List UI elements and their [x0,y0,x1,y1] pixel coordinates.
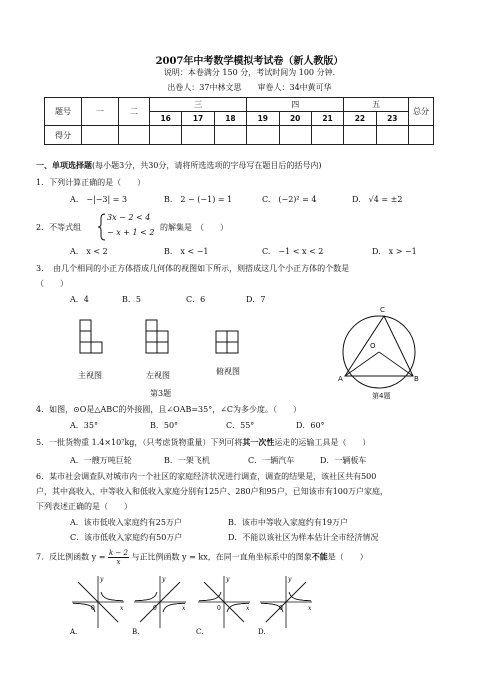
q7-graph-a [70,574,126,636]
q7-fraction-numerator: k − 2 [108,549,128,557]
score-row-label: 得分 [45,126,82,145]
q6-option-c: C．该市低收入家庭约有50万户 [70,533,183,542]
x-axis-label: x [246,605,250,612]
q6-option-a: A．该市低收入家庭约有25万户 [70,518,182,527]
q7-stem-pre: 7．反比例函数 y = [36,552,106,562]
score-header-part-1: 一 [82,98,119,126]
question-number: 16 [150,112,182,126]
q6-line-3: 下列表述正确的是（ ） [36,502,132,511]
score-cell[interactable] [82,126,119,145]
score-header-total: 总分 [409,98,434,126]
question-number: 23 [376,112,408,126]
q7-stem-bold: 不能 [311,551,328,562]
question-number: 17 [182,112,214,126]
q7-fraction [108,549,129,566]
brace-icon [98,213,106,241]
score-header-part-2: 二 [119,98,150,126]
q2-system-line-2: − x + 1 < 2 [107,228,155,237]
q2-option-b: B. x < −1 [164,247,209,256]
score-cell[interactable] [311,126,343,145]
q3-paren: （ ） [36,279,68,288]
three-view-figure [70,316,300,400]
q5-option-b: B．一架飞机 [164,456,210,465]
q5-stem-post: 运走的运输工具是（ ） [274,438,371,447]
score-header-part-3: 三 [150,98,247,112]
question-number: 22 [344,112,376,126]
point-a-label: A [338,375,343,383]
page-title: 2007年中考数学模拟考试卷（新人教版） [155,56,344,67]
q1-option-d: D. √4 = ±2 [352,195,403,204]
q1-option-a: A. −|−3| = 3 [70,195,128,204]
option-label: C. [196,628,204,636]
section-note: (每小题3分，共30分，请将所选选项的字母写在题目后的括号内) [92,161,322,170]
q4-option-a: A．35° [70,421,98,430]
point-o-label: O [370,342,376,350]
front-view-label: 主视图 [78,371,102,380]
question-number: 20 [279,112,311,126]
score-header-part-4: 四 [247,98,344,112]
y-axis-label: y [100,576,104,583]
q2-stem-post: 的解集是 （ ） [160,223,228,232]
hyperbola-branch [135,592,157,601]
q2-system-line-1: 3x − 2 < 4 [107,213,151,222]
hyperbola-branch [199,592,221,601]
q6-line-2: 户，其中高收入、中等收入和低收入家庭分别有125户、280户和95户，已知该市有100万户家庭， [36,487,388,496]
q1-option-b: B. 2 − (−1) = 1 [164,195,233,204]
q5-stem-bold: 其一次性 [242,437,275,447]
q5-stem [36,437,370,448]
score-header-part-5: 五 [344,98,409,112]
q3-option-c: C．6 [186,295,206,304]
q3-option-b: B．5 [122,295,141,304]
q5-option-d: D．一辆板车 [320,456,367,465]
q7-stem-mid: 与正比例函数 y = kx，在同一直角坐标系中的图象 [131,552,312,562]
figure-3-caption: 第3题 [150,389,172,398]
point-c-label: C [380,306,385,314]
origin-label: 0 [279,605,283,612]
score-cell[interactable] [150,126,182,145]
figure-4-caption: 第4题 [372,392,391,400]
q4-option-c: C．55° [226,421,255,430]
score-cell[interactable] [214,126,246,145]
option-label: D. [258,628,266,636]
q7-graph-d [258,574,314,636]
hyperbola-branch [101,592,123,601]
q2-option-a: A. x < 2 [70,247,108,256]
q2-option-c: C. −1 < x < 2 [262,247,324,256]
circumcircle-figure [336,306,422,398]
q6-option-d: D．不能以该社区为样本估计全市经济情况 [228,533,379,542]
q6-option-b: B．该市中等收入家庭约有19万户 [228,518,349,527]
q5-option-a: A．一艘万吨巨轮 [70,456,132,465]
point-b-label: B [414,375,419,383]
q7-fraction-denominator: x [116,558,121,566]
score-cell[interactable] [119,126,150,145]
section-heading [36,160,322,171]
q1-option-c: C. (−2)² = 4 [262,195,317,204]
x-axis-label: x [182,605,186,612]
q3-stem: 3． 由几个相同的小正方体搭成几何体的视图如下所示，则搭成这几个小正方体的个数是 [36,264,350,273]
question-number: 21 [311,112,343,126]
section-title: 一、单项选择题 [36,160,92,170]
q2-option-d: D. x > −1 [372,247,417,256]
score-cell[interactable] [279,126,311,145]
q7-graph-c [196,574,252,636]
q3-option-d: D．7 [246,295,266,304]
q1-stem: 1．下列计算正确的是（ ） [36,178,146,187]
score-cell[interactable] [409,126,434,145]
option-label: A. [70,628,78,636]
question-number: 18 [214,112,246,126]
q4-stem: 4．如图，⊙O是△ABC的外接圆，且∠OAB=35°，∠C为多少度。（ ） [36,405,302,414]
q5-option-c: C．一辆汽车 [248,456,295,465]
score-cell[interactable] [376,126,408,145]
q2-stem-pre: 2．不等式组 [36,223,82,232]
hyperbola-branch [289,592,311,601]
score-cell[interactable] [344,126,376,145]
origin-label: 0 [91,605,95,612]
x-axis-label: x [308,605,312,612]
y-axis-label: y [162,576,166,583]
q4-option-d: D．60° [296,421,325,430]
score-table [44,97,434,145]
exam-instructions: 说明：本卷满分 150 分，考试时间为 100 分钟. [163,68,336,77]
q4-option-b: B．50° [150,421,179,430]
question-number: 19 [247,112,279,126]
q3-option-a: A．4 [70,295,89,304]
q6-line-1: 6．某市社会调查队对城市内一个社区的家庭经济状况进行调查，调查的结果是，该社区共有500 [36,472,377,481]
left-view-label: 左视图 [146,371,170,380]
q7-stem-post: 是（ ） [327,552,368,562]
exam-authors: 出卷人：37中林文思 审卷人：34中黄可华 [167,83,332,92]
origin-label: 0 [153,605,157,612]
top-view-label: 俯视图 [216,367,240,376]
x-axis-label: x [120,605,124,612]
q7-stem [36,549,368,566]
option-label: B. [132,628,140,636]
score-header-label: 题号 [45,98,82,126]
score-cell[interactable] [247,126,279,145]
q5-stem-pre: 5．一批货物重 1.4×10⁷kg，（只考虑货物重量）下列可将 [36,438,243,447]
y-axis-label: y [226,576,230,583]
origin-label: 0 [217,605,221,612]
score-cell[interactable] [182,126,214,145]
q7-graph-b [132,574,188,636]
y-axis-label: y [288,576,292,583]
